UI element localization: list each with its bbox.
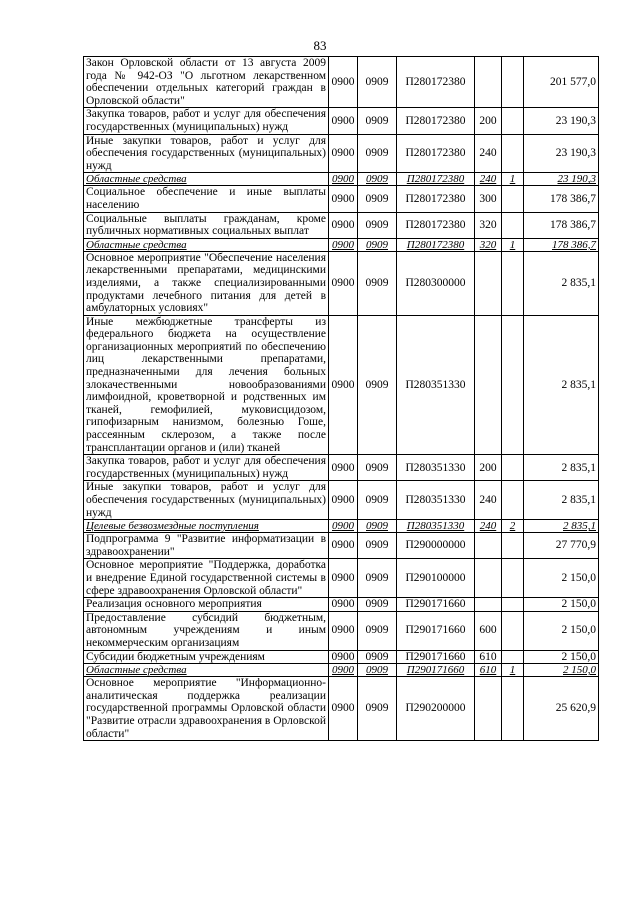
- row-amount: 2 150,0: [524, 650, 599, 664]
- row-funding-source: [502, 57, 524, 108]
- row-section-code: 0909: [358, 533, 397, 559]
- row-ved-code: 0900: [329, 455, 358, 481]
- row-name: Иные закупки товаров, работ и услуг для обеспечения государственных (муниципальных) нужд: [84, 134, 329, 173]
- row-target-article: П280351330: [397, 520, 475, 533]
- row-amount: 178 386,7: [524, 212, 599, 238]
- row-name: Социальное обеспечение и иные выплаты населению: [84, 186, 329, 212]
- row-ved-code: 0900: [329, 533, 358, 559]
- row-funding-source: 1: [502, 173, 524, 186]
- table-row: [84, 598, 599, 612]
- row-amount: 2 835,1: [524, 251, 599, 315]
- table-row: [84, 212, 599, 238]
- row-ved-code: 0900: [329, 186, 358, 212]
- row-funding-source: [502, 481, 524, 520]
- row-name: Иные межбюджетные трансферты из федерального бюджета на осуществление организационных мероприятий по обеспечению лиц лекарственными препаратами, предназначенными для лечения больных злокачественными новообразованиями лимфоидной, кроветворной и родственных им тканей, гемофилией, муковисцидозом, гипофизарным нанизмом, болезнью Гоше, рассеянным склерозом, а также после трансплантации органов и (или) тканей: [84, 315, 329, 455]
- row-amount: 23 190,3: [524, 108, 599, 134]
- row-name: Целевые безвозмездные поступления: [84, 520, 329, 533]
- row-section-code: 0909: [358, 455, 397, 481]
- row-funding-source: [502, 611, 524, 650]
- row-section-code: 0909: [358, 134, 397, 173]
- row-target-article: П280300000: [397, 251, 475, 315]
- row-ved-code: 0900: [329, 664, 358, 677]
- table-row: [84, 520, 599, 533]
- row-amount: 178 386,7: [524, 238, 599, 251]
- row-section-code: 0909: [358, 677, 397, 741]
- row-target-article: П280172380: [397, 186, 475, 212]
- row-ved-code: 0900: [329, 251, 358, 315]
- row-expense-type: 600: [475, 611, 502, 650]
- row-funding-source: [502, 212, 524, 238]
- row-ved-code: 0900: [329, 520, 358, 533]
- row-expense-type: 240: [475, 520, 502, 533]
- table-row: [84, 677, 599, 741]
- row-funding-source: [502, 533, 524, 559]
- row-section-code: 0909: [358, 173, 397, 186]
- table-row: [84, 455, 599, 481]
- row-name: Подпрограмма 9 "Развитие информатизации в здравоохранении": [84, 533, 329, 559]
- row-expense-type: 240: [475, 173, 502, 186]
- row-name: Иные закупки товаров, работ и услуг для обеспечения государственных (муниципальных) нужд: [84, 481, 329, 520]
- row-target-article: П280172380: [397, 57, 475, 108]
- row-expense-type: 200: [475, 455, 502, 481]
- row-funding-source: 1: [502, 238, 524, 251]
- row-expense-type: [475, 57, 502, 108]
- row-section-code: 0909: [358, 664, 397, 677]
- table-row: [84, 251, 599, 315]
- row-section-code: 0909: [358, 186, 397, 212]
- row-funding-source: 1: [502, 664, 524, 677]
- row-ved-code: 0900: [329, 173, 358, 186]
- row-section-code: 0909: [358, 238, 397, 251]
- row-target-article: П290171660: [397, 650, 475, 664]
- row-expense-type: 320: [475, 212, 502, 238]
- row-amount: 2 835,1: [524, 481, 599, 520]
- row-expense-type: 240: [475, 134, 502, 173]
- row-target-article: П290200000: [397, 677, 475, 741]
- row-expense-type: [475, 251, 502, 315]
- row-expense-type: [475, 315, 502, 455]
- row-name: Основное мероприятие "Поддержка, доработка и внедрение Единой государственной системы в сфере здравоохранения Орловской области": [84, 559, 329, 598]
- row-section-code: 0909: [358, 57, 397, 108]
- row-expense-type: [475, 677, 502, 741]
- table-row: [84, 108, 599, 134]
- row-name: Областные средства: [84, 173, 329, 186]
- row-amount: 201 577,0: [524, 57, 599, 108]
- row-section-code: 0909: [358, 108, 397, 134]
- table-row: [84, 238, 599, 251]
- row-section-code: 0909: [358, 611, 397, 650]
- row-name: Областные средства: [84, 238, 329, 251]
- row-ved-code: 0900: [329, 598, 358, 612]
- row-ved-code: 0900: [329, 677, 358, 741]
- row-name: Закупка товаров, работ и услуг для обеспечения государственных (муниципальных) нужд: [84, 455, 329, 481]
- row-section-code: 0909: [358, 598, 397, 612]
- row-ved-code: 0900: [329, 57, 358, 108]
- budget-table: [83, 56, 599, 741]
- row-section-code: 0909: [358, 212, 397, 238]
- row-target-article: П280172380: [397, 173, 475, 186]
- row-target-article: П280351330: [397, 481, 475, 520]
- table-row: [84, 173, 599, 186]
- row-target-article: П280172380: [397, 212, 475, 238]
- page-number: 83: [313, 38, 327, 53]
- row-name: Основное мероприятие "Информационно-аналитическая поддержка реализации государственной программы Орловской области "Развитие отрасли здравоохранения в Орловской области": [84, 677, 329, 741]
- table-row: [84, 650, 599, 664]
- row-section-code: 0909: [358, 650, 397, 664]
- row-amount: 2 150,0: [524, 559, 599, 598]
- row-expense-type: 320: [475, 238, 502, 251]
- row-funding-source: [502, 677, 524, 741]
- row-amount: 23 190,3: [524, 134, 599, 173]
- row-target-article: П290171660: [397, 598, 475, 612]
- table-row: [84, 481, 599, 520]
- row-amount: 178 386,7: [524, 186, 599, 212]
- row-name: Предоставление субсидий бюджетным, автономным учреждениям и иным некоммерческим организациям: [84, 611, 329, 650]
- row-target-article: П290171660: [397, 664, 475, 677]
- table-row: [84, 315, 599, 455]
- row-section-code: 0909: [358, 315, 397, 455]
- row-ved-code: 0900: [329, 559, 358, 598]
- row-target-article: П290100000: [397, 559, 475, 598]
- row-funding-source: [502, 108, 524, 134]
- row-target-article: П280172380: [397, 134, 475, 173]
- row-section-code: 0909: [358, 520, 397, 533]
- row-name: Социальные выплаты гражданам, кроме публичных нормативных социальных выплат: [84, 212, 329, 238]
- row-expense-type: [475, 533, 502, 559]
- row-expense-type: 200: [475, 108, 502, 134]
- row-funding-source: [502, 559, 524, 598]
- row-name: Субсидии бюджетным учреждениям: [84, 650, 329, 664]
- row-target-article: П290171660: [397, 611, 475, 650]
- row-target-article: П280172380: [397, 238, 475, 251]
- row-funding-source: [502, 455, 524, 481]
- row-target-article: П290000000: [397, 533, 475, 559]
- row-ved-code: 0900: [329, 650, 358, 664]
- row-funding-source: [502, 650, 524, 664]
- table-row: [84, 533, 599, 559]
- row-expense-type: 240: [475, 481, 502, 520]
- row-name: Закупка товаров, работ и услуг для обеспечения государственных (муниципальных) нужд: [84, 108, 329, 134]
- row-amount: 2 835,1: [524, 315, 599, 455]
- row-expense-type: [475, 559, 502, 598]
- table-row: [84, 57, 599, 108]
- row-funding-source: 2: [502, 520, 524, 533]
- row-section-code: 0909: [358, 481, 397, 520]
- row-amount: 25 620,9: [524, 677, 599, 741]
- row-expense-type: 610: [475, 650, 502, 664]
- row-ved-code: 0900: [329, 481, 358, 520]
- row-funding-source: [502, 134, 524, 173]
- row-target-article: П280351330: [397, 455, 475, 481]
- row-expense-type: 300: [475, 186, 502, 212]
- row-ved-code: 0900: [329, 611, 358, 650]
- row-ved-code: 0900: [329, 108, 358, 134]
- table-row: [84, 186, 599, 212]
- row-name: Основное мероприятие "Обеспечение населения лекарственными препаратами, медицинскими изделиями, а также специализированными продуктами лечебного питания для детей в амбулаторных условиях": [84, 251, 329, 315]
- row-ved-code: 0900: [329, 315, 358, 455]
- row-expense-type: [475, 598, 502, 612]
- row-section-code: 0909: [358, 251, 397, 315]
- row-funding-source: [502, 598, 524, 612]
- row-funding-source: [502, 186, 524, 212]
- row-amount: 2 150,0: [524, 598, 599, 612]
- row-funding-source: [502, 251, 524, 315]
- row-target-article: П280172380: [397, 108, 475, 134]
- row-name: Областные средства: [84, 664, 329, 677]
- row-amount: 2 150,0: [524, 664, 599, 677]
- row-section-code: 0909: [358, 559, 397, 598]
- row-expense-type: 610: [475, 664, 502, 677]
- row-ved-code: 0900: [329, 134, 358, 173]
- row-ved-code: 0900: [329, 238, 358, 251]
- row-amount: 2 150,0: [524, 611, 599, 650]
- table-row: [84, 611, 599, 650]
- row-amount: 23 190,3: [524, 173, 599, 186]
- table-row: [84, 134, 599, 173]
- row-amount: 2 835,1: [524, 455, 599, 481]
- row-name: Закон Орловской области от 13 августа 2009 года № 942-ОЗ "О льготном лекарственном обеспечении отдельных категорий граждан в Орловской области": [84, 57, 329, 108]
- row-funding-source: [502, 315, 524, 455]
- row-name: Реализация основного мероприятия: [84, 598, 329, 612]
- row-ved-code: 0900: [329, 212, 358, 238]
- table-row: [84, 559, 599, 598]
- row-amount: 2 835,1: [524, 520, 599, 533]
- row-target-article: П280351330: [397, 315, 475, 455]
- table-row: [84, 664, 599, 677]
- row-amount: 27 770,9: [524, 533, 599, 559]
